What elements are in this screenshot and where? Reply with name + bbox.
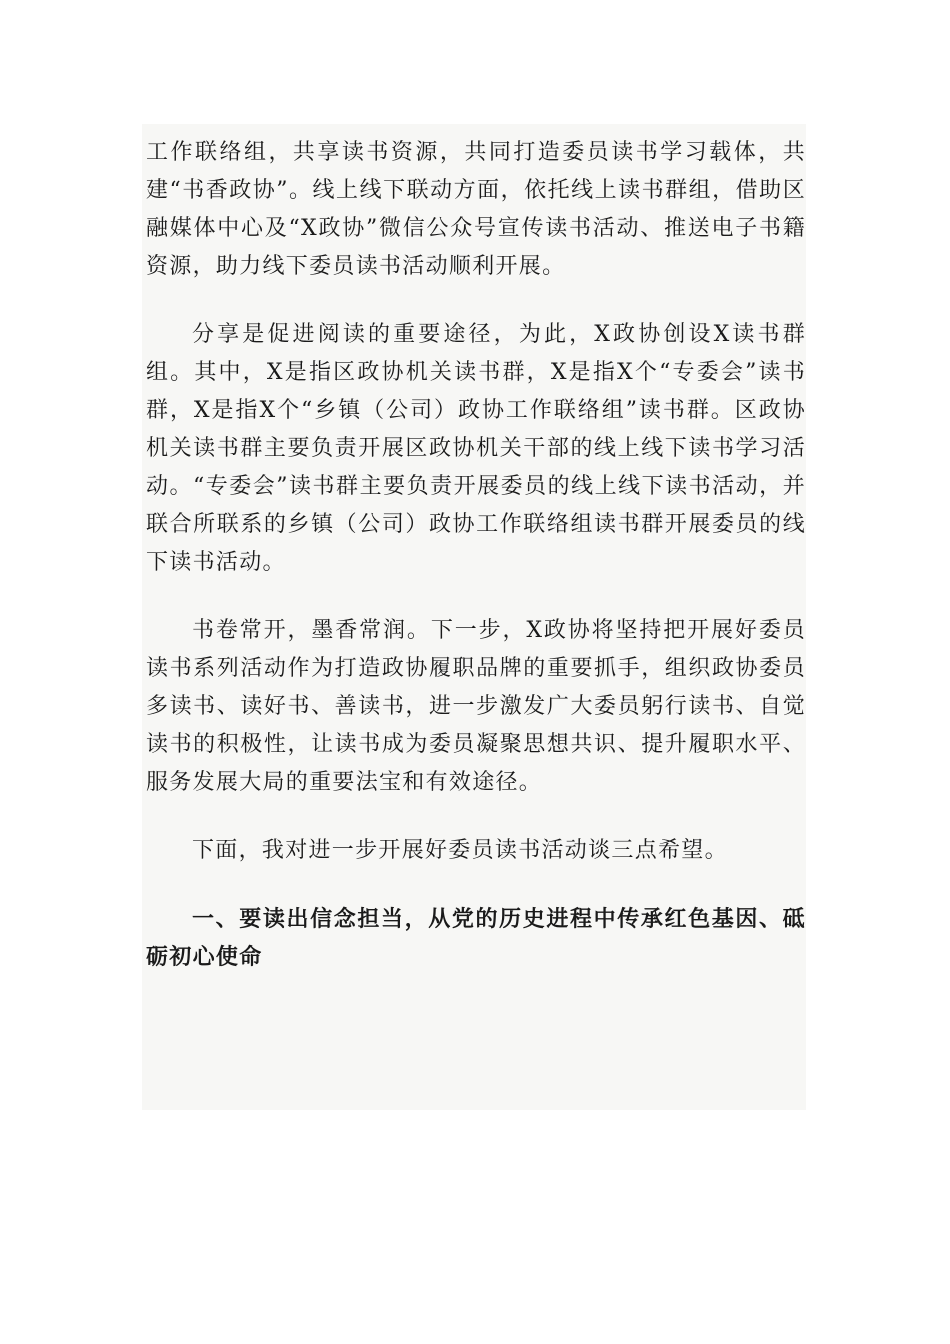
document-body: [142, 124, 806, 1110]
paragraph-three-hopes: 下面，我对进一步开展好委员读书活动谈三点希望。: [192, 838, 728, 863]
paragraph-reading-groups: 分享是促进阅读的重要途径，为此，X政协创设X读书群组。其中，X是指区政协机关读书群，X是指X个“专委会”读书群，X是指X个“乡镇（公司）政协工作联络组”读书群。区政协机关读书群主要负责开展区政协机关干部的线上线下读书学习活动。“专委会”读书群主要负责开展委员的线上线下读书活动，并联合所联系的乡镇（公司）政协工作联络组读书群开展委员的线下读书活动。: [146, 322, 806, 575]
section-heading-one: 一、要读出信念担当，从党的历史进程中传承红色基因、砥砺初心使命: [146, 906, 806, 970]
paragraph-continuation: 工作联络组，共享读书资源，共同打造委员读书学习载体，共建“书香政协”。线上线下联动方面，依托线上读书群组，借助区融媒体中心及“X政协”微信公众号宣传读书活动、推送电子书籍资源，助力线下委员读书活动顺利开展。: [146, 140, 806, 279]
paragraph-next-steps: 书卷常开，墨香常润。下一步，X政协将坚持把开展好委员读书系列活动作为打造政协履职品牌的重要抓手，组织政协委员多读书、读好书、善读书，进一步激发广大委员躬行读书、自觉读书的积极性，让读书成为委员凝聚思想共识、提升履职水平、服务发展大局的重要法宝和有效途径。: [146, 618, 806, 795]
